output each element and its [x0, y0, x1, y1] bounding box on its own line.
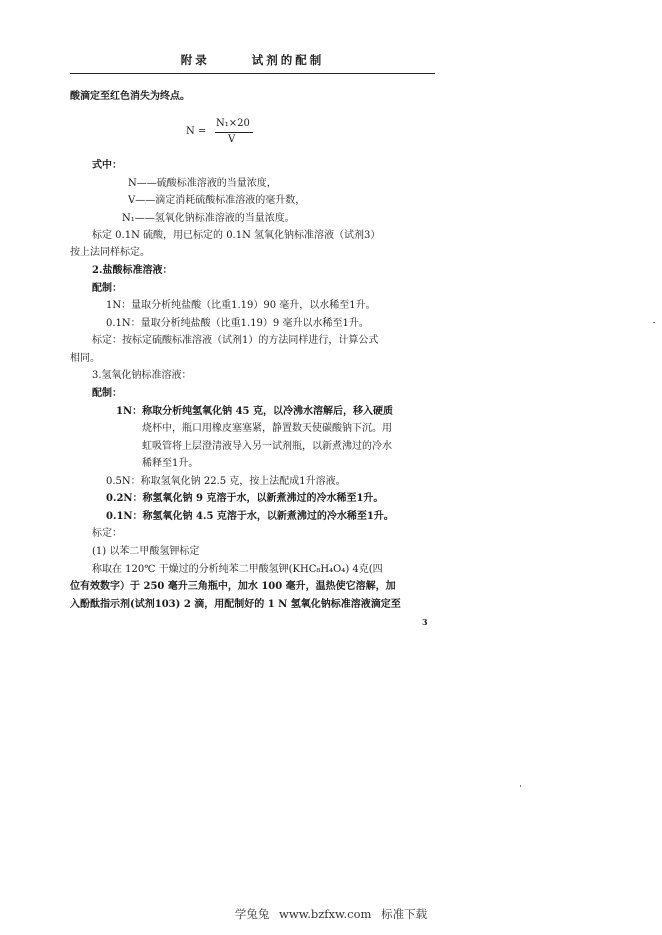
- scan-speck: [653, 322, 655, 323]
- text-line: 称取在 120℃ 干燥过的分析纯苯二甲酸氢钾(KHC₈H₄O₄) 4克(四: [92, 564, 383, 575]
- text-line: 按上法同样标定。: [70, 247, 150, 258]
- text-line: N——硫酸标准溶液的当量浓度，: [128, 178, 277, 189]
- formula-numerator: N₁×20: [216, 118, 250, 129]
- text-line: 稀释至1升。: [142, 458, 199, 469]
- text-line: 虹吸管将上层澄清液导入另一试剂瓶，以新煮沸过的冷水: [142, 441, 392, 452]
- text-line: V——滴定消耗硫酸标准溶液的毫升数，: [128, 195, 306, 206]
- scan-speck: [520, 785, 521, 787]
- text-line: 位有效数字）于 250 毫升三角瓶中，加水 100 毫升，温热使它溶解，加: [70, 581, 396, 592]
- text-line: 1N：量取分析纯盐酸（比重1.19）90 毫升，以水稀至1升。: [106, 300, 376, 311]
- page-number: 3: [422, 617, 428, 627]
- text-line: 配制：: [92, 388, 122, 399]
- text-line: 式中：: [92, 160, 122, 171]
- header-rule: [70, 73, 435, 74]
- text-line: 标定：按标定硫酸标准溶液（试剂1）的方法同样进行，计算公式: [92, 335, 379, 346]
- running-header: [70, 52, 435, 68]
- header-appendix: 附录: [180, 53, 210, 67]
- text-line: 相同。: [70, 353, 100, 364]
- text-line: 入酚酞指示剂(试剂103) 2 滴，用配制好的 1 N 氢氧化钠标准溶液滴定至: [70, 599, 401, 610]
- text-line: 0.5N：称取氢氧化钠 22.5 克，按上法配成1升溶液。: [106, 476, 346, 487]
- text-line: 0.2N：称氢氧化钠 9 克溶于水，以新煮沸过的冷水稀至1升。: [106, 493, 384, 504]
- text-line: 标定 0.1N 硫酸，用已标定的 0.1N 氢氧化钠标准溶液（试剂3）: [92, 230, 381, 241]
- section-heading: 3.氢氧化钠标准溶液：: [92, 370, 192, 381]
- header-title: 试剂的配制: [251, 53, 325, 67]
- formula-denominator: V: [228, 134, 236, 145]
- text-line: 0.1N：量取分析纯盐酸（比重1.19）9 毫升以水稀至1升。: [106, 318, 369, 329]
- text-line: 烧杯中，瓶口用橡皮塞塞紧，静置数天使碳酸钠下沉。用: [142, 423, 392, 434]
- formula-lhs: N =: [186, 126, 207, 137]
- text-line: N₁——氢氧化钠标准溶液的当量浓度。: [122, 213, 295, 224]
- section-heading: 2.盐酸标准溶液：: [92, 265, 173, 276]
- text-line: (1) 以苯二甲酸氢钾标定: [92, 546, 200, 557]
- fraction-bar: [215, 132, 253, 133]
- text-line: 1N：称取分析纯氢氧化钠 45 克，以冷沸水溶解后，移入硬质: [116, 406, 393, 417]
- text-line: 0.1N：称氢氧化钠 4.5 克溶于水，以新煮沸过的冷水稀至1升。: [106, 511, 394, 522]
- formula: [186, 118, 276, 152]
- text-line: 标定：: [92, 528, 122, 539]
- text-line: 配制：: [92, 283, 122, 294]
- watermark-footer: 学兔兔 www.bzfxw.com 标准下载: [234, 907, 428, 921]
- text-line: 酸滴定至红色消失为终点。: [70, 91, 190, 102]
